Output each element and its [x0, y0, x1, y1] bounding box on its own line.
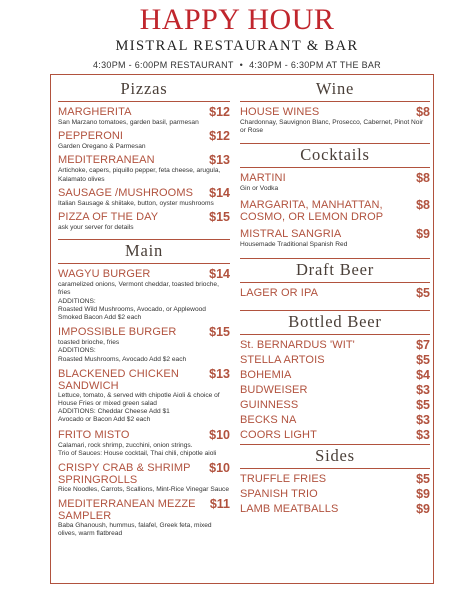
menu-item-price: $10 — [209, 461, 230, 476]
right-column — [240, 78, 430, 518]
menu-item-price: $12 — [209, 105, 230, 119]
menu-item-name: COORS LIGHT — [240, 428, 317, 441]
menu-item — [240, 369, 430, 382]
menu-item-name: BOHEMIA — [240, 368, 292, 381]
menu-item-name: MISTRAL SANGRIA — [240, 227, 342, 240]
restaurant-name: MISTRAL RESTAURANT & BAR — [115, 38, 359, 54]
menu-item-price: $13 — [209, 153, 230, 168]
menu-item-row — [58, 187, 230, 200]
menu-item — [240, 429, 430, 442]
menu-item-price: $14 — [209, 267, 230, 282]
menu-item-name: MARGARITA, MANHATTAN, COSMO, OR LEMON DROP — [240, 198, 384, 223]
menu-item-row — [240, 473, 430, 486]
menu-item-name: St. BERNARDUS 'WIT' — [240, 338, 355, 351]
menu-item-name: FRITO MISTO — [58, 428, 130, 441]
menu-item-price: $8 — [416, 171, 430, 186]
menu-item-row — [240, 287, 430, 300]
menu-item-name: BUDWEISER — [240, 383, 308, 396]
menu-item-row — [240, 199, 430, 223]
menu-item-description: Gin or Vodka — [240, 185, 279, 193]
menu-item-name: HOUSE WINES — [240, 106, 320, 118]
menu-item-description: Calamari, rock shrimp, zucchini, onion strings. Trio of Sauces: House cocktail, Thai chili, chipotle aioli — [58, 441, 217, 457]
menu-item-price: $8 — [416, 105, 430, 119]
menu-item-row — [240, 429, 430, 442]
menu-item-name: BLACKENED CHICKEN SANDWICH — [58, 367, 179, 392]
left-column — [58, 78, 230, 543]
menu-item — [240, 473, 430, 486]
menu-item-row — [240, 488, 430, 501]
menu-item-price: $3 — [416, 382, 430, 397]
menu-item-description: Italian Sausage & shiitake, button, oyster mushrooms — [58, 199, 214, 207]
section-cocktails-heading: Cocktails — [240, 143, 430, 168]
menu-item-name: MEDITERRANEAN — [58, 154, 155, 167]
draft-beer-list — [240, 287, 430, 300]
menu-item-name: SAUSAGE /MUSHROOMS — [58, 186, 194, 199]
hours-bar: 4:30PM - 6:30PM AT THE BAR — [249, 60, 381, 70]
menu-item-price: $3 — [416, 412, 430, 427]
menu-item-name: PIZZA OF THE DAY — [58, 211, 159, 224]
cocktails-list — [240, 172, 430, 248]
menu-item-price: $5 — [416, 285, 430, 300]
menu-item-description: Baba Ghanoush, hummus, falafel, Greek feta, mixed olives, warm flatbread — [58, 522, 212, 538]
menu-item — [58, 498, 230, 538]
menu-item — [240, 228, 430, 249]
menu-item-price: $3 — [416, 427, 430, 442]
menu-item-row — [58, 154, 230, 167]
hours-separator: • — [239, 60, 244, 70]
menu-item-price: $14 — [209, 185, 230, 200]
menu-item-name: CRISPY CRAB & SHRIMP SPRINGROLLS — [58, 462, 191, 487]
menu-item-row — [58, 462, 230, 486]
section-main-heading: Main — [58, 239, 230, 264]
menu-item-row — [58, 130, 230, 143]
menu-item-name: BECKS NA — [240, 413, 297, 426]
menu-item — [58, 268, 230, 322]
menu-item-price: $15 — [209, 325, 230, 340]
menu-item — [58, 429, 230, 458]
menu-item-price: $4 — [416, 367, 430, 382]
menu-item-description: Chardonnay, Sauvignon Blanc, Prosecco, Cabernet, Pinot Noir or Rose — [240, 119, 424, 135]
menu-item-name: STELLA ARTOIS — [240, 353, 325, 366]
menu-item-row — [240, 384, 430, 397]
menu-item-name: MEDITERRANEAN MEZZE SAMPLER — [58, 498, 196, 523]
pizzas-list — [58, 106, 230, 232]
menu-item — [240, 503, 430, 516]
section-draft-beer-heading: Draft Beer — [240, 258, 430, 283]
menu-item-row — [240, 399, 430, 412]
menu-item-name: LAGER OR IPA — [240, 286, 319, 299]
menu-item-description: toasted brioche, fries ADDITIONS: Roasted Mushrooms, Avocado Add $2 each — [58, 339, 187, 363]
menu-item-name: WAGYU BURGER — [58, 268, 151, 281]
menu-item-row — [240, 172, 430, 185]
menu-item-name: MARGHERITA — [58, 106, 132, 118]
menu-item-price: $5 — [416, 471, 430, 486]
menu-item — [240, 399, 430, 412]
menu-item-price: $10 — [209, 427, 230, 442]
sides-list — [240, 473, 430, 516]
menu-item-price: $9 — [416, 501, 430, 516]
menu-item — [58, 211, 230, 232]
menu-item-price: $15 — [209, 210, 230, 225]
menu-item — [58, 106, 230, 127]
menu-item — [240, 488, 430, 501]
main-list — [58, 268, 230, 538]
menu-item-row — [58, 498, 230, 522]
menu-item-price: $5 — [416, 352, 430, 367]
menu-item-row — [58, 326, 230, 339]
menu-item — [240, 339, 430, 352]
menu-item-row — [240, 503, 430, 516]
menu-item-price: $13 — [209, 366, 230, 381]
menu-item-name: GUINNESS — [240, 398, 299, 411]
menu-item-row — [58, 429, 230, 442]
menu-item-name: IMPOSSIBLE BURGER — [58, 326, 177, 339]
menu-item-name: SPANISH TRIO — [240, 487, 318, 500]
menu-item-row — [58, 368, 230, 392]
menu-item-price: $9 — [416, 486, 430, 501]
bottled-beer-list — [240, 339, 430, 442]
menu-item — [240, 414, 430, 427]
menu-item — [58, 326, 230, 364]
menu-item-price: $8 — [416, 197, 430, 212]
menu-item — [240, 384, 430, 397]
menu-item-row — [240, 339, 430, 352]
menu-item — [58, 154, 230, 183]
menu-item-name: PEPPERONI — [58, 130, 124, 143]
menu-item-price: $12 — [209, 129, 230, 144]
menu-item-row — [240, 369, 430, 382]
menu-item-description: Housemade Traditional Spanish Red — [240, 240, 348, 248]
menu-item — [58, 462, 230, 494]
section-wine-heading: Wine — [240, 78, 430, 102]
section-pizzas-heading: Pizzas — [58, 78, 230, 102]
menu-item — [58, 130, 230, 151]
menu-item — [58, 368, 230, 425]
menu-item-name: LAMB MEATBALLS — [240, 502, 339, 515]
menu-item — [240, 199, 430, 223]
menu-item-price: $7 — [416, 337, 430, 352]
menu-item-description: San Marzano tomatoes, garden basil, parmesan — [58, 119, 199, 126]
menu-item-description: Garden Oregano & Parmesan — [58, 143, 146, 151]
happy-hour-times — [0, 60, 474, 70]
menu-item-description: caramelized onions, Vermont cheddar, toasted brioche, fries ADDITIONS: Roasted Wild Mushrooms, Avocado, or Applewood Smoked Bacon Add $2 each — [58, 281, 219, 322]
section-bottled-beer-heading: Bottled Beer — [240, 310, 430, 335]
hours-restaurant: 4:30PM - 6:00PM RESTAURANT — [93, 60, 234, 70]
menu-header — [0, 4, 474, 70]
menu-item-row — [58, 106, 230, 119]
menu-item — [240, 106, 430, 135]
menu-item-description: Rice Noodles, Carrots, Scallions, Mint-Rice Vinegar Sauce — [58, 486, 230, 494]
menu-item-row — [58, 268, 230, 281]
menu-title: HAPPY HOUR — [139, 3, 335, 36]
menu-item-price: $5 — [416, 397, 430, 412]
section-sides-heading: Sides — [240, 444, 430, 469]
menu-item-description: Lettuce, tomato, & served with chipotle Aioli & choice of House Fries or mixed green salad ADDITIONS: Cheddar Cheese Add $1 Avocado or Bacon Add $2 each — [58, 391, 220, 424]
menu-item-row — [240, 414, 430, 427]
menu-item-description: ask your server for details — [58, 224, 134, 232]
menu-item-row — [240, 228, 430, 241]
menu-item-name: TRUFFLE FRIES — [240, 472, 327, 485]
menu-item — [240, 287, 430, 300]
menu-item-description: Artichoke, capers, piquillo pepper, feta cheese, arugula, Kalamato olives — [58, 167, 221, 183]
menu-item-price: $11 — [209, 497, 230, 512]
wine-list — [240, 106, 430, 135]
menu-item — [58, 187, 230, 208]
menu-item-row — [240, 106, 430, 119]
menu-item — [240, 354, 430, 367]
menu-item-price: $9 — [416, 226, 430, 241]
menu-item — [240, 172, 430, 193]
menu-item-row — [240, 354, 430, 367]
menu-item-name: MARTINI — [240, 172, 286, 185]
menu-item-row — [58, 211, 230, 224]
